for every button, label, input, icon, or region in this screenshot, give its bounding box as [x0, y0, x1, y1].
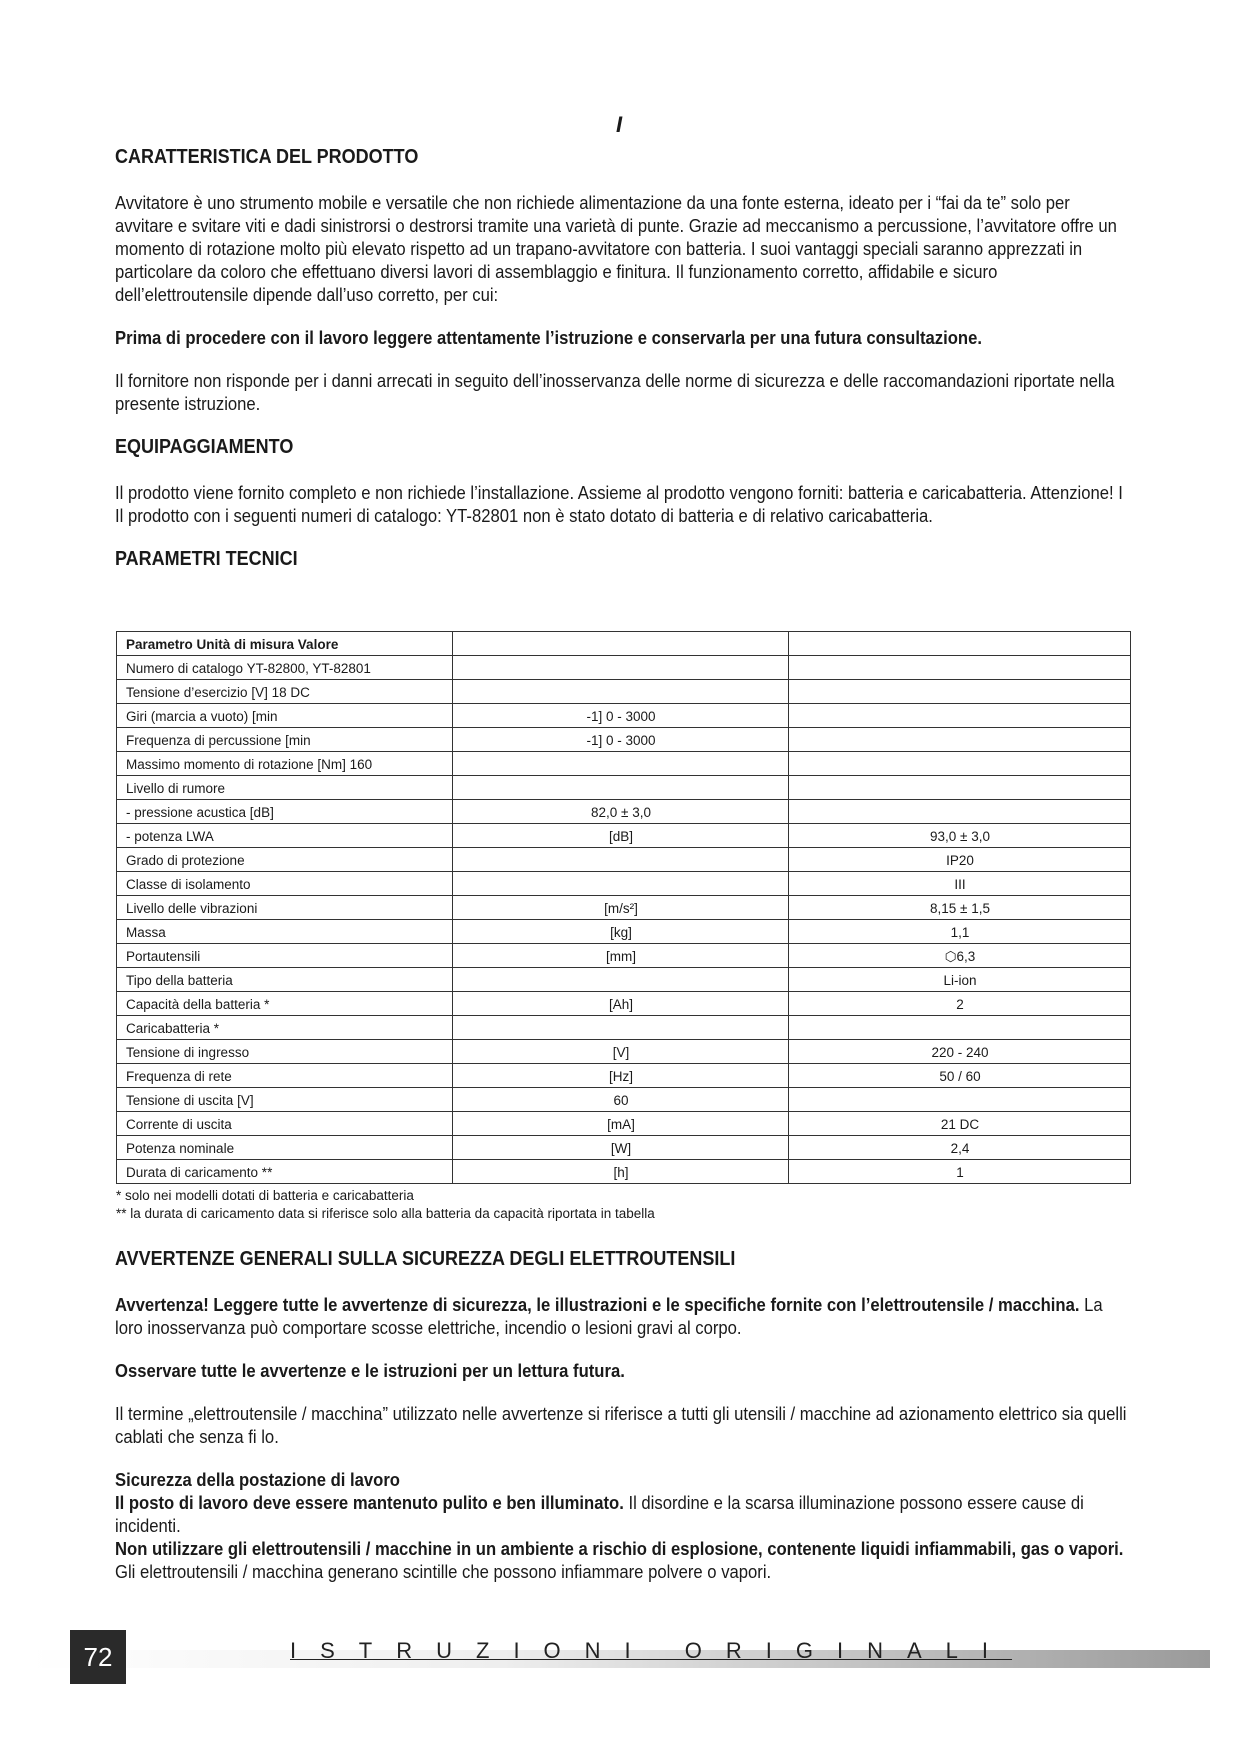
table-row: [117, 656, 1131, 680]
table-cell: 2,4: [789, 1136, 1131, 1160]
table-cell: Tipo della batteria: [117, 968, 453, 992]
table-note-2: ** la durata di caricamento data si riferisce solo alla batteria da capacità riportata in tabella: [116, 1206, 655, 1221]
language-marker: I: [616, 112, 623, 137]
term-definition: Il termine „elettroutensile / macchina” utilizzato nelle avvertenze si riferisce a tutti gli utensili / macchine ad azionamento elettrico sia quelli cablati che senza fi lo.: [115, 1403, 1127, 1447]
table-cell: [789, 728, 1131, 752]
table-cell: [789, 1016, 1131, 1040]
table-cell: Massimo momento di rotazione [Nm] 160: [117, 752, 453, 776]
table-row: [117, 872, 1131, 896]
table-cell: Frequenza di percussione [min: [117, 728, 453, 752]
table-row: [117, 848, 1131, 872]
table-row: [117, 1040, 1131, 1064]
table-row: [117, 968, 1131, 992]
table-row: [117, 704, 1131, 728]
table-cell: 1,1: [789, 920, 1131, 944]
table-cell: 93,0 ± 3,0: [789, 824, 1131, 848]
table-cell: Tensione di uscita [V]: [117, 1088, 453, 1112]
table-cell: Corrente di uscita: [117, 1112, 453, 1136]
table-cell: [789, 1088, 1131, 1112]
table-cell: - pressione acustica [dB]: [117, 800, 453, 824]
work-area-item-1-bold: Il posto di lavoro deve essere mantenuto pulito e ben illuminato.: [115, 1492, 624, 1513]
table-cell: Numero di catalogo YT-82800, YT-82801: [117, 656, 453, 680]
table-cell: [453, 632, 789, 656]
table-row: [117, 896, 1131, 920]
table-note-1: * solo nei modelli dotati di batteria e caricabatteria: [116, 1188, 414, 1203]
table-cell: [Hz]: [453, 1064, 789, 1088]
table-cell: -1] 0 - 3000: [453, 728, 789, 752]
footer-title: ISTRUZIONI ORIGINALI: [290, 1638, 1013, 1663]
work-area-safety-title: Sicurezza della postazione di lavoro: [115, 1469, 400, 1490]
table-cell: [V]: [453, 1040, 789, 1064]
table-cell: -1] 0 - 3000: [453, 704, 789, 728]
table-cell: [mA]: [453, 1112, 789, 1136]
table-row: [117, 1064, 1131, 1088]
characteristics-intro: Avvitatore è uno strumento mobile e versatile che non richiede alimentazione da una fonte esterna, ideato per i “fai da te” solo per avvitare e svitare viti e dadi sinistrorsi o destrorsi tramite una varietà di punte. Grazie ad meccanismo a percussione, l’avvitatore offre un momento di rotazione molto più elevato rispetto ad un trapano-avvitatore con batteria. I suoi vantaggi speciali saranno apprezzati in particolare da coloro che effettuano diversi lavori di assemblaggio e finitura. Il funzionamento corretto, affidabile e sicuro dell’elettroutensile dipende dall’uso corretto, per cui:: [115, 192, 1117, 305]
table-cell: Durata di caricamento **: [117, 1160, 453, 1184]
table-cell: [789, 680, 1131, 704]
work-area-item-2-text: Gli elettroutensili / macchina generano scintille che possono infiammare polvere o vapori.: [115, 1561, 772, 1582]
table-cell: [453, 968, 789, 992]
characteristics-title: CARATTERISTICA DEL PRODOTTO: [115, 146, 419, 168]
work-area-item-2: [115, 1537, 1130, 1583]
table-row: [117, 992, 1131, 1016]
table-cell: [h]: [453, 1160, 789, 1184]
table-cell: [789, 752, 1131, 776]
safety-section: [115, 1247, 1130, 1583]
equipment-text: Il prodotto viene fornito completo e non richiede l’installazione. Assieme al prodotto vengono forniti: batteria e caricabatteria. Attenzione! I Il prodotto con i seguenti numeri di catalogo: YT-82801 non è stato dotato di batteria e di relativo caricabatteria.: [115, 482, 1123, 526]
table-notes: [116, 1187, 655, 1223]
table-cell: Parametro Unità di misura Valore: [117, 632, 453, 656]
table-cell: [453, 848, 789, 872]
table-row: [117, 944, 1131, 968]
table-row: [117, 800, 1131, 824]
table-row: [117, 728, 1131, 752]
safety-warning: [115, 1293, 1130, 1339]
table-cell: [453, 776, 789, 800]
table-row: [117, 1160, 1131, 1184]
table-cell: Frequenza di rete: [117, 1064, 453, 1088]
table-cell: 60: [453, 1088, 789, 1112]
technical-parameters-table: [116, 631, 1131, 1184]
table-cell: IP20: [789, 848, 1131, 872]
table-cell: [453, 656, 789, 680]
table-cell: [789, 776, 1131, 800]
table-row: [117, 1016, 1131, 1040]
table-row: [117, 776, 1131, 800]
table-cell: III: [789, 872, 1131, 896]
read-instructions-warning: Prima di procedere con il lavoro leggere attentamente l’istruzione e conservarla per una futura consultazione.: [115, 327, 982, 348]
table-row: [117, 1136, 1131, 1160]
table-cell: [mm]: [453, 944, 789, 968]
table-cell: 21 DC: [789, 1112, 1131, 1136]
table-cell: 50 / 60: [789, 1064, 1131, 1088]
table-cell: [W]: [453, 1136, 789, 1160]
table-row: [117, 680, 1131, 704]
table-cell: - potenza LWA: [117, 824, 453, 848]
table-cell: Massa: [117, 920, 453, 944]
table-cell: Li-ion: [789, 968, 1131, 992]
page-number: 72: [70, 1630, 126, 1684]
table-cell: [453, 1016, 789, 1040]
safety-warning-bold: Avvertenza! Leggere tutte le avvertenze di sicurezza, le illustrazioni e le specifiche fornite con l’elettroutensile / macchina.: [115, 1294, 1080, 1315]
safety-warning-text: La loro inosservanza può comportare scosse elettriche, incendio o lesioni gravi al corpo.: [115, 1294, 1103, 1338]
table-cell: [789, 632, 1131, 656]
table-cell: 220 - 240: [789, 1040, 1131, 1064]
work-area-item-1-text: Il disordine e la scarsa illuminazione possono essere cause di incidenti.: [115, 1492, 1084, 1536]
table-cell: [kg]: [453, 920, 789, 944]
table-cell: Caricabatteria *: [117, 1016, 453, 1040]
table-cell: Capacità della batteria *: [117, 992, 453, 1016]
table-cell: 82,0 ± 3,0: [453, 800, 789, 824]
supplier-disclaimer: Il fornitore non risponde per i danni arrecati in seguito dell’inosservanza delle norme di sicurezza e delle raccomandazioni riportate nella presente istruzione.: [115, 370, 1115, 414]
intro-section: [115, 145, 1130, 571]
table-row: [117, 752, 1131, 776]
table-row: [117, 1112, 1131, 1136]
table-cell: Portautensili: [117, 944, 453, 968]
equipment-title: EQUIPAGGIAMENTO: [115, 436, 294, 458]
table-cell: Tensione di ingresso: [117, 1040, 453, 1064]
table-cell: Classe di isolamento: [117, 872, 453, 896]
work-area-item-1: [115, 1491, 1130, 1537]
table-cell: [789, 656, 1131, 680]
table-cell: Potenza nominale: [117, 1136, 453, 1160]
observe-instructions: Osservare tutte le avvertenze e le istruzioni per un lettura futura.: [115, 1360, 625, 1381]
table-cell: 2: [789, 992, 1131, 1016]
table-cell: 8,15 ± 1,5: [789, 896, 1131, 920]
table-cell: [453, 752, 789, 776]
table-cell: Livello di rumore: [117, 776, 453, 800]
safety-title: AVVERTENZE GENERALI SULLA SICUREZZA DEGLI ELETTROUTENSILI: [115, 1248, 736, 1270]
table-cell: [789, 800, 1131, 824]
table-cell: Giri (marcia a vuoto) [min: [117, 704, 453, 728]
table-cell: [Ah]: [453, 992, 789, 1016]
table-cell: [dB]: [453, 824, 789, 848]
table-cell: Grado di protezione: [117, 848, 453, 872]
table-cell: Tensione d’esercizio [V] 18 DC: [117, 680, 453, 704]
table-row: [117, 1088, 1131, 1112]
table-cell: [789, 704, 1131, 728]
table-cell: ⬡6,3: [789, 944, 1131, 968]
table-cell: [m/s²]: [453, 896, 789, 920]
work-area-item-2-bold: Non utilizzare gli elettroutensili / macchine in un ambiente a rischio di esplosione, contenente liquidi infiammabili, gas o vapori.: [115, 1538, 1124, 1559]
table-row: [117, 920, 1131, 944]
table-cell: [453, 872, 789, 896]
table-row: [117, 632, 1131, 656]
params-title: PARAMETRI TECNICI: [115, 548, 298, 570]
table-cell: 1: [789, 1160, 1131, 1184]
table-cell: Livello delle vibrazioni: [117, 896, 453, 920]
table-row: [117, 824, 1131, 848]
table-cell: [453, 680, 789, 704]
